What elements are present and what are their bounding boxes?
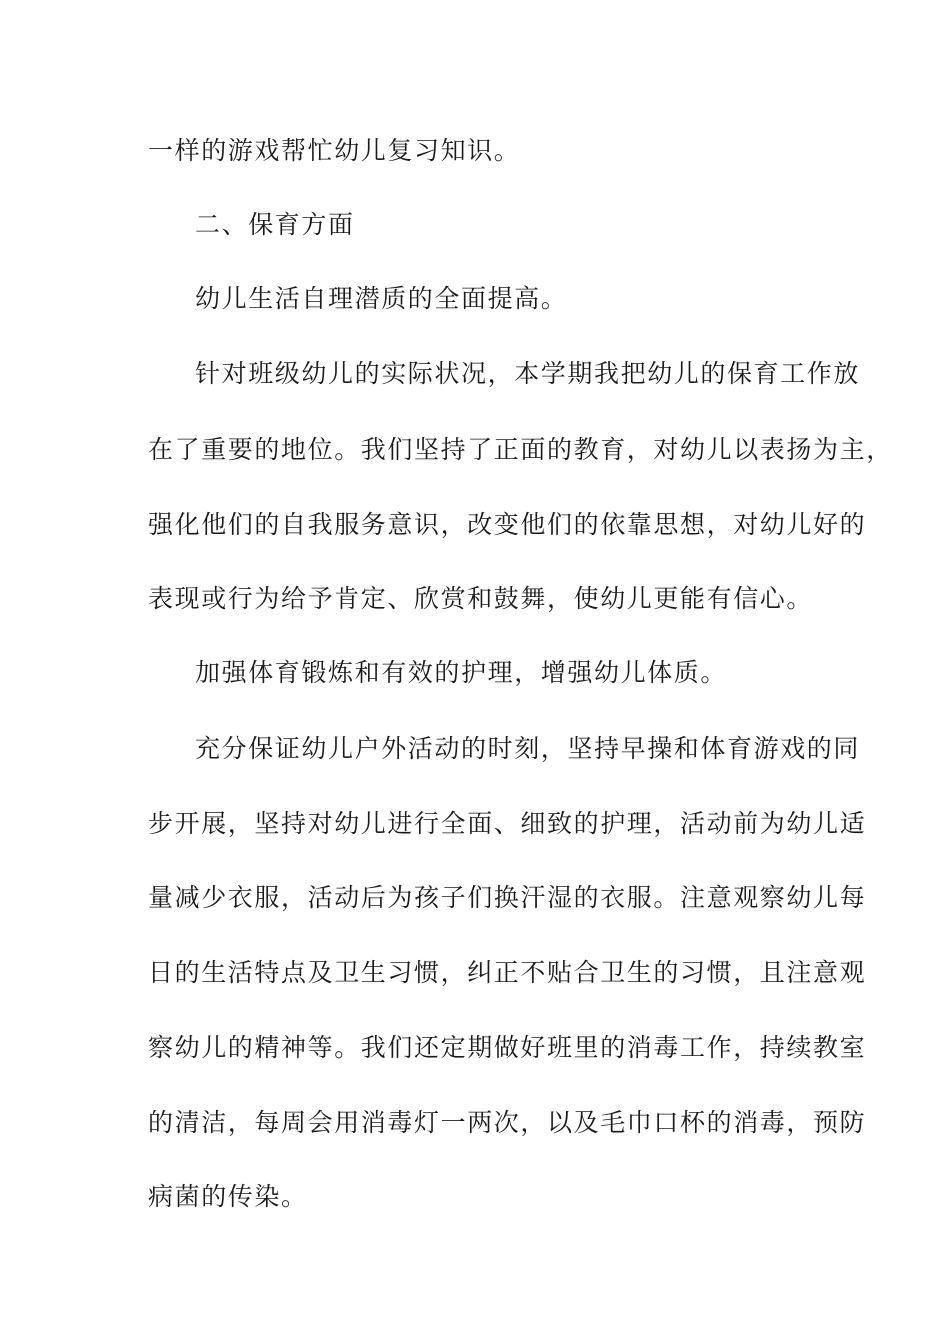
text-line-12: 日的生活特点及卫生习惯，纠正不贴合卫生的习惯，且注意观	[148, 958, 867, 987]
text-line-4: 针对班级幼儿的实际状况，本学期我把幼儿的保育工作放	[195, 359, 861, 388]
text-line-10: 步开展，坚持对幼儿进行全面、细致的护理，活动前为幼儿适	[148, 809, 867, 838]
text-line-1: 一样的游戏帮忙幼儿复习知识。	[148, 136, 521, 165]
text-line-6: 强化他们的自我服务意识，改变他们的依靠思想，对幼儿好的	[148, 510, 867, 539]
subheading-physical: 加强体育锻炼和有效的护理，增强幼儿体质。	[195, 658, 728, 687]
text-line-14: 的清洁，每周会用消毒灯一两次，以及毛巾口杯的消毒，预防	[148, 1108, 867, 1137]
section-heading: 二、保育方面	[195, 210, 355, 239]
text-line-11: 量减少衣服，活动后为孩子们换汗湿的衣服。注意观察幼儿每	[148, 883, 867, 912]
text-line-5: 在了重要的地位。我们坚持了正面的教育，对幼儿以表扬为主，	[148, 435, 893, 464]
text-line-7: 表现或行为给予肯定、欣赏和鼓舞，使幼儿更能有信心。	[148, 584, 814, 613]
text-line-13: 察幼儿的精神等。我们还定期做好班里的消毒工作，持续教室	[148, 1033, 867, 1062]
text-line-9: 充分保证幼儿户外活动的时刻，坚持早操和体育游戏的同	[195, 734, 861, 763]
text-line-15: 病菌的传染。	[148, 1182, 308, 1211]
subheading-self-care: 幼儿生活自理潜质的全面提高。	[195, 284, 568, 313]
